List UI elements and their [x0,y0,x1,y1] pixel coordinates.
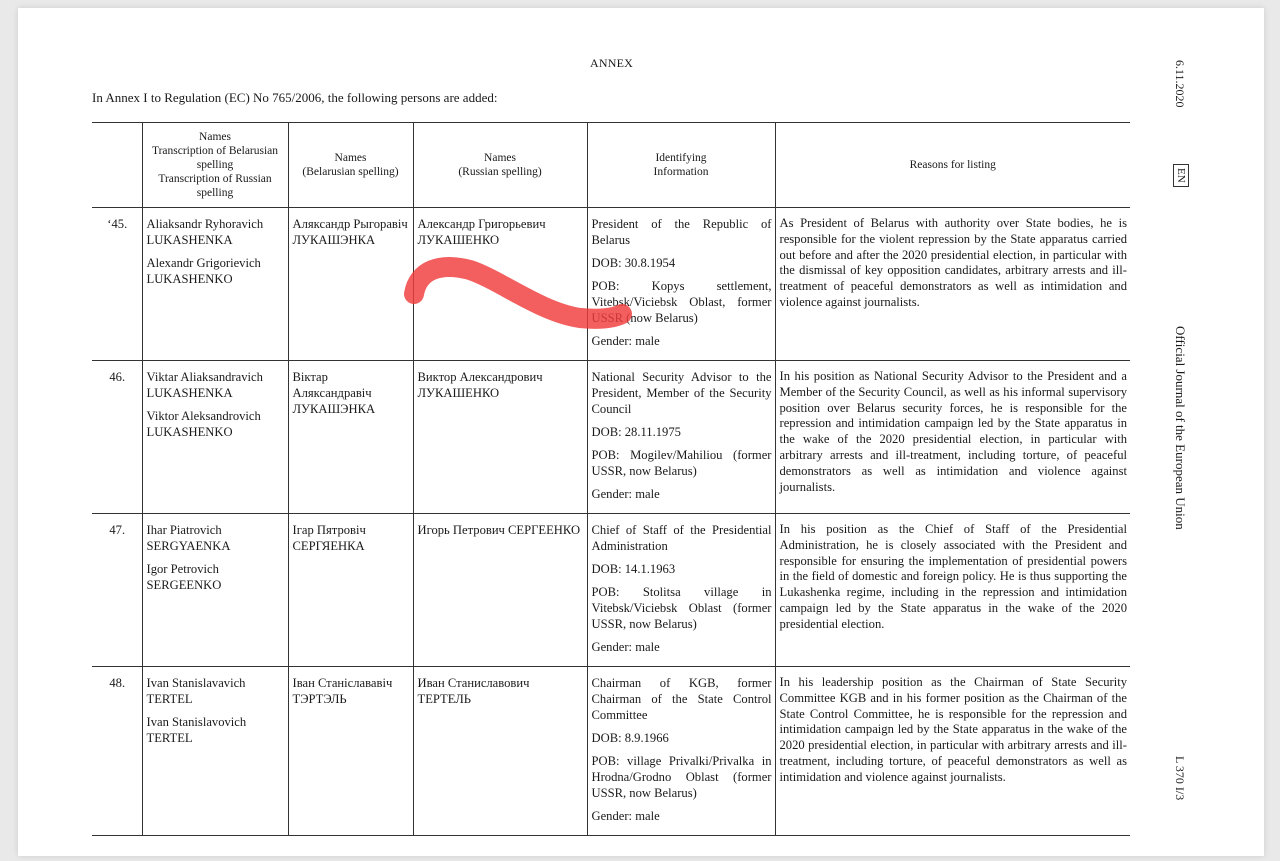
reasons-for-listing: In his position as National Security Advisor to the President and a Member of the Security Council, as well as his informal supervisory position over Belarus security forces, he is responsible for the repression and intimidation campaign led by the State apparatus in the wake of the 2020 presidential election, in particular with arbitrary arrests and ill-treatment, including torture, of peaceful demonstrators as well as intimidation and violence against journalists. [775,361,1130,514]
position: Chief of Staff of the Presidential Administration [591,523,772,553]
pob: POB: village Privalki/Privalka in Hrodna/Grodno Oblast (former USSR, now Belarus) [591,754,772,800]
name-belarusian-transcription: Aliaksandr Ryhoravich LUKASHENKA [146,217,264,247]
name-belarusian: Ігар Пятровіч СЕРГЯЕНКА [288,514,413,667]
header-names-transcription: Names Transcription of Belarusian spelling Transcription of Russian spelling [142,123,288,208]
journal-title: Official Journal of the European Union [1173,326,1188,530]
name-russian: Игорь Петрович СЕРГЕЕНКО [413,514,587,667]
annex-title: ANNEX [590,56,633,70]
name-belarusian: Віктар Аляксандравіч ЛУКАШЭНКА [288,361,413,514]
reasons-for-listing: As President of Belarus with authority over State bodies, he is responsible for the violent repression by the State apparatus carried out before and after the 2020 presidential election, in particular with the dismissal of key opposition candidates, arbitrary arrests and ill-treatment of peaceful demonstrators as well as intimidation and violence against journalists. [775,208,1130,361]
table-row [92,514,1130,667]
table-row [92,208,1130,361]
name-russian-transcription: Igor Petrovich SERGEENKO [146,562,222,592]
name-belarusian: Аляксандр Рыгоравіч ЛУКАШЭНКА [288,208,413,361]
name-belarusian-transcription: Ihar Piatrovich SERGYAENKA [146,523,231,553]
table-row [92,361,1130,514]
page-reference: L 370 I/3 [1173,756,1187,801]
header-number [92,123,142,208]
intro-text: In Annex I to Regulation (EC) No 765/2006, the following persons are added: [92,90,498,105]
name-belarusian: Іван Станіслававіч ТЭРТЭЛЬ [288,667,413,836]
names-transcription [142,667,288,836]
gender: Gender: male [591,809,660,823]
dob: DOB: 28.11.1975 [591,425,681,439]
gender: Gender: male [591,640,660,654]
header-identifying: Identifying Information [587,123,775,208]
row-number: 46. [92,361,142,514]
row-number: 48. [92,667,142,836]
identifying-info [587,667,775,836]
header-reasons: Reasons for listing [775,123,1130,208]
names-transcription [142,514,288,667]
reasons-for-listing: In his leadership position as the Chairman of State Security Committee KGB and in his former position as the Chairman of the State Control Committee, he is responsible for the repression and intimidation campaign led by the State apparatus in the wake of the 2020 presidential election, in particular with arbitrary arrests and ill-treatment, including torture, of peaceful demonstrators as well as intimidation and violence against journalists. [775,667,1130,836]
name-belarusian-transcription: Viktar Aliaksandravich LUKASHENKA [146,370,263,400]
row-number: 47. [92,514,142,667]
names-transcription [142,208,288,361]
identifying-info [587,361,775,514]
pob: POB: Stolitsa village in Vitebsk/Viciebsk Oblast (former USSR, now Belarus) [591,585,772,631]
position: National Security Advisor to the President, Member of the Security Council [591,370,772,416]
dob: DOB: 8.9.1966 [591,731,669,745]
row-number: ‘45. [92,208,142,361]
table-header-row [92,123,1130,208]
name-russian-transcription: Viktor Aleksandrovich LUKASHENKO [146,409,261,439]
pob: POB: Mogilev/Mahiliou (former USSR, now Belarus) [591,448,772,478]
dob: DOB: 30.8.1954 [591,256,676,270]
name-russian-transcription: Ivan Stanislavovich TERTEL [146,715,247,745]
header-names-russian: Names (Russian spelling) [413,123,587,208]
pob: POB: Kopys settlement, Vitebsk/Viciebsk Oblast, former USSR (now Belarus) [591,279,772,325]
dob: DOB: 14.1.1963 [591,562,676,576]
identifying-info [587,514,775,667]
identifying-info [587,208,775,361]
language-badge: EN [1173,164,1189,187]
gender: Gender: male [591,334,660,348]
name-russian: Виктор Александрович ЛУКАШЕНКО [413,361,587,514]
journal-date: 6.11.2020 [1173,60,1187,108]
position: Chairman of KGB, former Chairman of the State Control Committee [591,676,772,722]
name-russian: Иван Станиславович ТЕРТЕЛЬ [413,667,587,836]
annex-table [92,122,1130,836]
table-row [92,667,1130,836]
reasons-for-listing: In his position as the Chief of Staff of the Presidential Administration, he is closely associated with the President and responsible for ensuring the implementation of presidential powers in the field of domestic and foreign policy. He is thus supporting the Lukashenka regime, including in the repression and intimidation campaign led by the State apparatus in the wake of the 2020 presidential election. [775,514,1130,667]
names-transcription [142,361,288,514]
position: President of the Republic of Belarus [591,217,772,247]
header-names-belarusian: Names (Belarusian spelling) [288,123,413,208]
gender: Gender: male [591,487,660,501]
name-belarusian-transcription: Ivan Stanislavavich TERTEL [146,676,246,706]
name-russian-transcription: Alexandr Grigorievich LUKASHENKO [146,256,261,286]
name-russian: Александр Григорьевич ЛУКАШЕНКО [413,208,587,361]
